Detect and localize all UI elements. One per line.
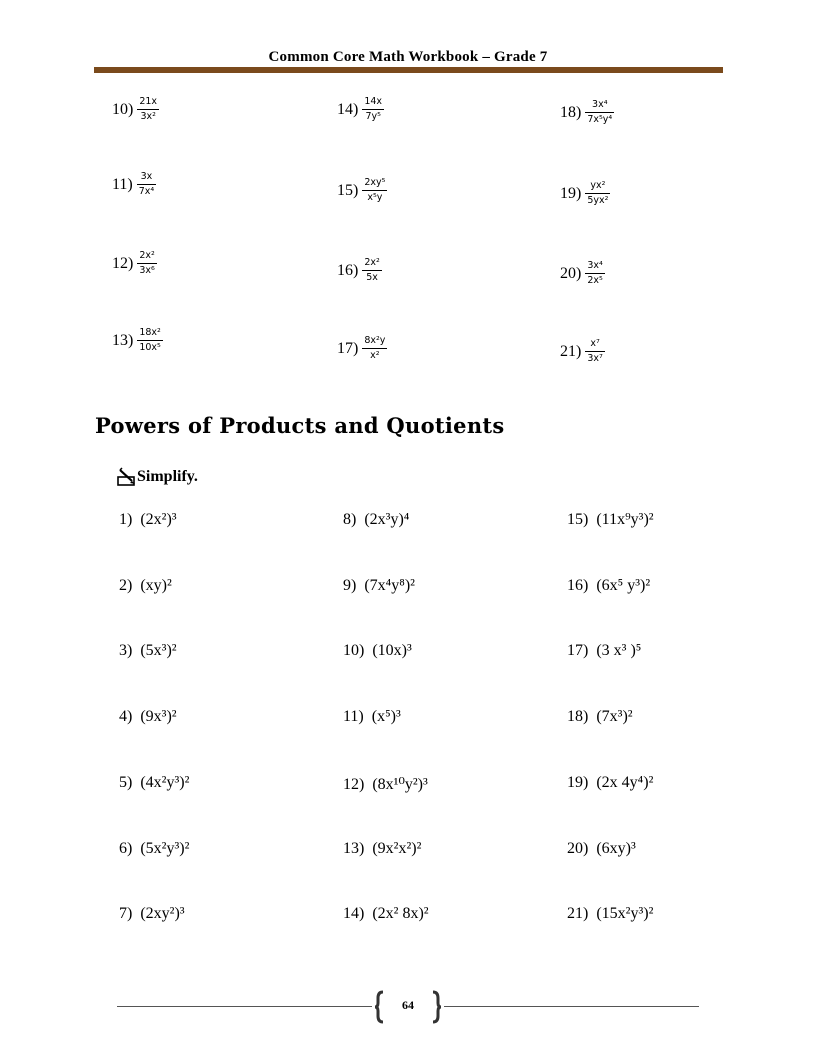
problem-13 bbox=[343, 840, 421, 858]
problem-expression: (11x⁹y³)² bbox=[596, 511, 654, 528]
problem-label: 21) bbox=[560, 342, 582, 360]
fraction-bar bbox=[137, 263, 156, 264]
problem-expression: (5x²y³)² bbox=[140, 840, 190, 857]
fraction-problem-15 bbox=[337, 177, 387, 204]
fraction-bar bbox=[585, 112, 614, 113]
numerator: 2x² bbox=[139, 250, 155, 261]
fraction bbox=[585, 99, 614, 126]
fraction-problem-20 bbox=[560, 260, 605, 287]
fraction-problem-11 bbox=[112, 171, 156, 198]
problem-11 bbox=[343, 708, 401, 726]
denominator: 3x⁷ bbox=[587, 353, 603, 364]
problem-1 bbox=[119, 511, 177, 529]
fraction-problem-16 bbox=[337, 257, 382, 284]
problem-expression: (2x²)³ bbox=[140, 511, 177, 528]
problem-label: 21) bbox=[567, 905, 589, 922]
denominator: 7y⁵ bbox=[365, 111, 381, 122]
fraction-bar bbox=[362, 109, 384, 110]
problem-expression: (6x⁵ y³)² bbox=[596, 577, 651, 594]
problem-label: 1) bbox=[119, 511, 133, 528]
problem-label: 5) bbox=[119, 774, 133, 791]
fraction-bar bbox=[137, 184, 156, 185]
fraction bbox=[362, 257, 381, 284]
problem-label: 13) bbox=[112, 331, 134, 349]
instruction-text: Simplify. bbox=[137, 468, 198, 485]
problem-expression: (2x² 8x)² bbox=[372, 905, 429, 922]
problem-expression: (2x³y)⁴ bbox=[364, 511, 410, 528]
problem-expression: (5x³)² bbox=[140, 642, 177, 659]
fraction bbox=[585, 260, 604, 287]
problem-label: 10) bbox=[112, 100, 134, 118]
denominator: 3x² bbox=[140, 111, 156, 122]
header-title: Common Core Math Workbook – Grade 7 bbox=[268, 49, 548, 65]
footer-rule-left bbox=[117, 1006, 372, 1007]
problem-3 bbox=[119, 642, 177, 660]
problem-21 bbox=[567, 905, 653, 923]
problem-expression: (8x¹⁰y²)³ bbox=[372, 776, 428, 793]
problem-label: 18) bbox=[567, 708, 589, 725]
fraction-problem-21 bbox=[560, 338, 605, 365]
section-title: Powers of Products and Quotients bbox=[95, 413, 505, 438]
problem-label: 14) bbox=[337, 100, 359, 118]
problem-expression: (6xy)³ bbox=[596, 840, 636, 857]
fraction bbox=[137, 96, 159, 123]
denominator: x⁵y bbox=[367, 192, 383, 203]
fraction-bar bbox=[362, 190, 387, 191]
fraction bbox=[137, 327, 163, 354]
problem-label: 19) bbox=[567, 774, 589, 791]
page-number: 64 bbox=[402, 998, 414, 1012]
problem-label: 14) bbox=[343, 905, 365, 922]
problem-8 bbox=[343, 511, 409, 529]
problem-10 bbox=[343, 642, 412, 660]
problem-4 bbox=[119, 708, 177, 726]
denominator: 2x⁵ bbox=[587, 275, 603, 286]
problem-label: 6) bbox=[119, 840, 133, 857]
denominator: 7x⁵y⁴ bbox=[587, 114, 613, 125]
fraction-bar bbox=[362, 270, 381, 271]
denominator: 7x⁴ bbox=[138, 186, 155, 197]
problem-expression: (9x³)² bbox=[140, 708, 177, 725]
problem-label: 13) bbox=[343, 840, 365, 857]
fraction bbox=[362, 96, 384, 123]
fraction-problem-14 bbox=[337, 96, 384, 123]
problem-expression: (10x)³ bbox=[372, 642, 412, 659]
problem-label: 4) bbox=[119, 708, 133, 725]
problem-label: 16) bbox=[567, 577, 589, 594]
pencil-icon bbox=[117, 467, 139, 487]
fraction-problem-18 bbox=[560, 99, 614, 126]
denominator: 3x⁶ bbox=[139, 265, 155, 276]
problem-label: 8) bbox=[343, 511, 357, 528]
problem-14 bbox=[343, 905, 429, 923]
problem-label: 15) bbox=[567, 511, 589, 528]
problem-expression: (3 x³ )⁵ bbox=[596, 642, 642, 659]
numerator: 2x² bbox=[364, 257, 380, 268]
fraction bbox=[362, 335, 387, 362]
numerator: 3x bbox=[140, 171, 153, 182]
fraction-bar bbox=[585, 193, 610, 194]
problem-label: 10) bbox=[343, 642, 365, 659]
problem-expression: (9x²x²)² bbox=[372, 840, 422, 857]
problem-label: 17) bbox=[567, 642, 589, 659]
instruction bbox=[117, 467, 198, 487]
problem-18 bbox=[567, 708, 633, 726]
fraction-bar bbox=[137, 109, 159, 110]
problem-20 bbox=[567, 840, 636, 858]
problem-label: 2) bbox=[119, 577, 133, 594]
problem-9 bbox=[343, 577, 415, 595]
problem-expression: (2xy²)³ bbox=[140, 905, 185, 922]
header-rule bbox=[94, 67, 723, 73]
problem-5 bbox=[119, 774, 189, 792]
problem-label: 18) bbox=[560, 103, 582, 121]
problem-label: 9) bbox=[343, 577, 357, 594]
fraction-bar bbox=[137, 340, 163, 341]
problem-label: 16) bbox=[337, 261, 359, 279]
fraction-bar bbox=[585, 351, 604, 352]
numerator: 14x bbox=[364, 96, 383, 107]
problem-label: 12) bbox=[112, 254, 134, 272]
problem-label: 11) bbox=[343, 708, 364, 725]
numerator: 3x⁴ bbox=[592, 99, 608, 110]
problem-label: 3) bbox=[119, 642, 133, 659]
denominator: 5x bbox=[366, 272, 378, 283]
problem-label: 7) bbox=[119, 905, 133, 922]
problem-label: 20) bbox=[560, 264, 582, 282]
problem-expression: (15x²y³)² bbox=[596, 905, 654, 922]
numerator: yx² bbox=[590, 180, 606, 191]
fraction-problem-12 bbox=[112, 250, 157, 277]
numerator: 2xy⁵ bbox=[364, 177, 386, 188]
fraction bbox=[585, 338, 604, 365]
problem-15 bbox=[567, 511, 654, 529]
numerator: 3x⁴ bbox=[587, 260, 603, 271]
numerator: 18x² bbox=[139, 327, 161, 338]
problem-label: 12) bbox=[343, 776, 365, 793]
denominator: 10x⁵ bbox=[139, 342, 161, 353]
denominator: 5yx² bbox=[587, 195, 609, 206]
problem-label: 20) bbox=[567, 840, 589, 857]
fraction bbox=[585, 180, 610, 207]
numerator: 8x²y bbox=[364, 335, 386, 346]
problem-label: 17) bbox=[337, 339, 359, 357]
problem-expression: (4x²y³)² bbox=[140, 774, 190, 791]
problem-16 bbox=[567, 577, 650, 595]
problem-label: 15) bbox=[337, 181, 359, 199]
problem-12 bbox=[343, 774, 428, 794]
denominator: x² bbox=[370, 350, 380, 361]
problem-7 bbox=[119, 905, 185, 923]
fraction bbox=[137, 171, 156, 198]
fraction-bar bbox=[585, 273, 604, 274]
problem-expression: (2x 4y⁴)² bbox=[596, 774, 654, 791]
problem-expression: (x⁵)³ bbox=[371, 708, 401, 725]
problem-expression: (xy)² bbox=[140, 577, 172, 594]
fraction-problem-10 bbox=[112, 96, 159, 123]
problem-17 bbox=[567, 642, 641, 660]
footer-rule-right bbox=[444, 1006, 699, 1007]
fraction-problem-17 bbox=[337, 335, 387, 362]
fraction-bar bbox=[362, 348, 387, 349]
problem-2 bbox=[119, 577, 172, 595]
fraction-problem-13 bbox=[112, 327, 163, 354]
fraction bbox=[362, 177, 387, 204]
numerator: x⁷ bbox=[590, 338, 600, 349]
numerator: 21x bbox=[139, 96, 158, 107]
problem-expression: (7x⁴y⁸)² bbox=[364, 577, 415, 594]
problem-expression: (7x³)² bbox=[596, 708, 633, 725]
problem-label: 11) bbox=[112, 175, 133, 193]
problem-6 bbox=[119, 840, 189, 858]
fraction-problem-19 bbox=[560, 180, 610, 207]
fraction bbox=[137, 250, 156, 277]
problem-label: 19) bbox=[560, 184, 582, 202]
problem-19 bbox=[567, 774, 653, 792]
